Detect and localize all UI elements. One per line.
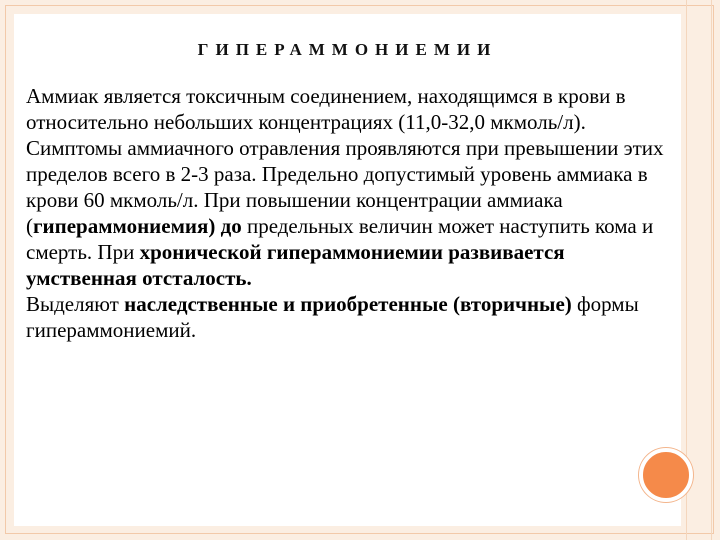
body-bold-segment-3: наследственные и приобретенные (вторичные) bbox=[124, 292, 572, 316]
slide-title: ГИПЕРАММОНИЕМИИ bbox=[197, 40, 498, 59]
body-text-segment-1: Аммиак является токсичным соединением, находящимся в крови в относительно небольших концентрациях (11,0-32,0 мкмоль/л). Симптомы аммиачного отравления проявляются при превышении этих пределов всего в 2-3 раза. Предельно допустимый уровень аммиака в крови 60 мкмоль/л. При повышении концентрации аммиака ( bbox=[26, 84, 664, 238]
body-text-segment-2: предельных величин может наступить кома и смерть. При bbox=[26, 214, 654, 264]
slide-content bbox=[14, 14, 681, 526]
decorative-circle bbox=[639, 448, 693, 502]
decorative-side-band bbox=[686, 0, 712, 540]
body-text-segment-3: Выделяют bbox=[26, 292, 125, 316]
body-text-segment-4: формы гипераммониемий. bbox=[26, 292, 639, 342]
body-bold-segment-1: гипераммониемия) до bbox=[33, 214, 242, 238]
slide-body bbox=[26, 83, 666, 343]
body-bold-segment-2: хронической гипераммониемии развивается умственная отсталость. bbox=[26, 240, 565, 290]
